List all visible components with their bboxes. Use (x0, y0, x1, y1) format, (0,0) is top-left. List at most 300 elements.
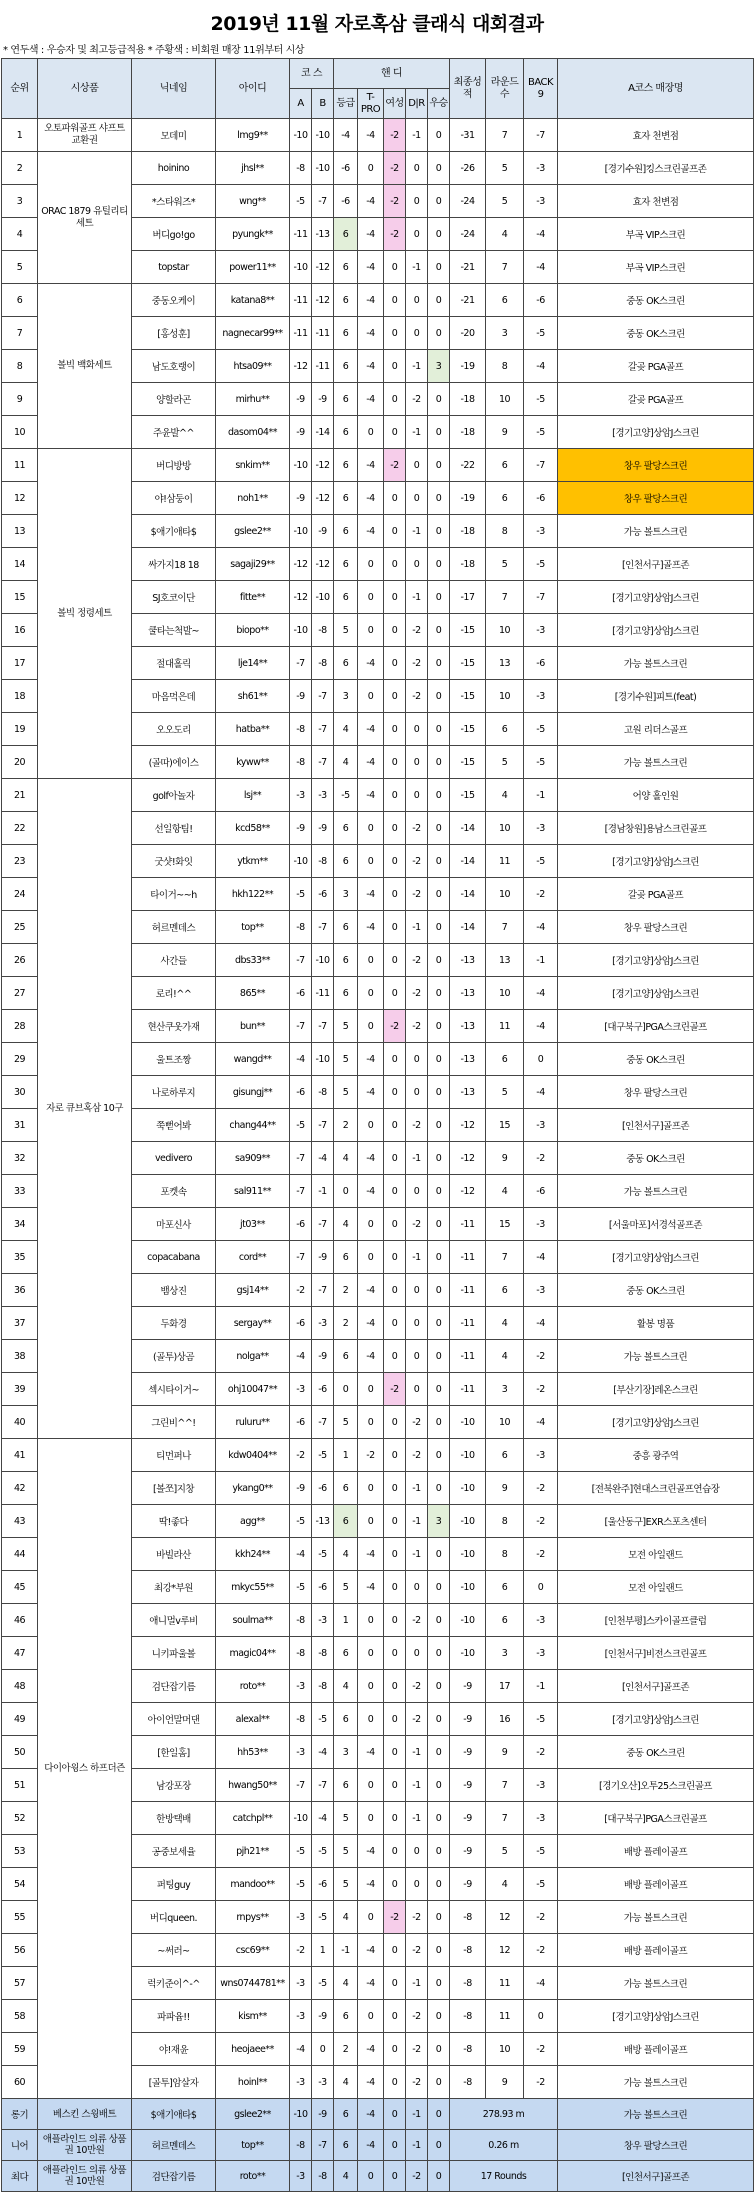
rank-cell: 16 (2, 614, 38, 647)
nick-cell: golf아놀자 (132, 779, 216, 812)
a-cell: -10 (290, 251, 312, 284)
grade-cell: 6 (334, 383, 358, 416)
col-dir: D|R (406, 89, 428, 119)
b-cell: -7 (312, 1109, 334, 1142)
female-cell: 0 (384, 2000, 406, 2033)
grade-cell: 6 (334, 515, 358, 548)
store-cell: [경기고양]상암J스크린 (558, 1703, 754, 1736)
dir-cell: 0 (406, 1637, 428, 1670)
id-cell: csc69** (216, 1934, 290, 1967)
final-cell: -20 (450, 317, 486, 350)
nick-cell: 니키파울볼 (132, 1637, 216, 1670)
store-cell: 배방 플레이골프 (558, 1835, 754, 1868)
rounds-cell: 9 (486, 416, 524, 449)
tpro-cell: 0 (358, 812, 384, 845)
award-female: 0 (384, 2130, 406, 2161)
nick-cell: 티먼퍼나 (132, 1439, 216, 1472)
female-cell: 0 (384, 482, 406, 515)
b-cell: -7 (312, 185, 334, 218)
a-cell: -3 (290, 2000, 312, 2033)
a-cell: -5 (290, 1109, 312, 1142)
grade-cell: 5 (334, 1802, 358, 1835)
female-cell: 0 (384, 1703, 406, 1736)
dir-cell: -2 (406, 1109, 428, 1142)
nick-cell: 바빌라산 (132, 1538, 216, 1571)
female-cell: 0 (384, 647, 406, 680)
id-cell: lmg9** (216, 119, 290, 152)
win-cell: 0 (428, 614, 450, 647)
female-cell: 0 (384, 911, 406, 944)
award-b: -7 (312, 2130, 334, 2161)
rounds-cell: 3 (486, 1373, 524, 1406)
rounds-cell: 15 (486, 1109, 524, 1142)
id-cell: nagnecar99** (216, 317, 290, 350)
id-cell: ruluru** (216, 1406, 290, 1439)
final-cell: -8 (450, 1967, 486, 2000)
back9-cell: -3 (524, 614, 558, 647)
female-cell: -2 (384, 152, 406, 185)
b-cell: -10 (312, 581, 334, 614)
final-cell: -8 (450, 1901, 486, 1934)
col-win: 우승 (428, 89, 450, 119)
a-cell: -5 (290, 185, 312, 218)
b-cell: -4 (312, 1802, 334, 1835)
tpro-cell: 0 (358, 1505, 384, 1538)
award-female: 0 (384, 2099, 406, 2130)
col-id: 아이디 (216, 59, 290, 119)
dir-cell: 0 (406, 449, 428, 482)
a-cell: -6 (290, 1406, 312, 1439)
id-cell: dasom04** (216, 416, 290, 449)
id-cell: 865** (216, 977, 290, 1010)
win-cell: 0 (428, 2000, 450, 2033)
dir-cell: 0 (406, 1076, 428, 1109)
rank-cell: 38 (2, 1340, 38, 1373)
nick-cell: 야!삼둥이 (132, 482, 216, 515)
store-cell: 중동 OK스크린 (558, 284, 754, 317)
rounds-cell: 10 (486, 2033, 524, 2066)
rounds-cell: 17 (486, 1670, 524, 1703)
final-cell: -10 (450, 1604, 486, 1637)
back9-cell: -5 (524, 416, 558, 449)
female-cell: -2 (384, 1010, 406, 1043)
dir-cell: -2 (406, 1703, 428, 1736)
win-cell: 0 (428, 1373, 450, 1406)
a-cell: -3 (290, 1901, 312, 1934)
a-cell: -7 (290, 647, 312, 680)
rank-cell: 39 (2, 1373, 38, 1406)
a-cell: -3 (290, 2066, 312, 2099)
grade-cell: 6 (334, 1703, 358, 1736)
store-cell: 창우 팔당스크린 (558, 449, 754, 482)
female-cell: 0 (384, 713, 406, 746)
tpro-cell: 0 (358, 845, 384, 878)
col-final: 최종성적 (450, 59, 486, 119)
final-cell: -8 (450, 2066, 486, 2099)
a-cell: -8 (290, 713, 312, 746)
female-cell: 0 (384, 977, 406, 1010)
award-grade: 6 (334, 2099, 358, 2130)
store-cell: 창우 팔당스크린 (558, 482, 754, 515)
id-cell: nolga** (216, 1340, 290, 1373)
female-cell: 0 (384, 1802, 406, 1835)
final-cell: -11 (450, 1208, 486, 1241)
final-cell: -14 (450, 845, 486, 878)
id-cell: gsj14** (216, 1274, 290, 1307)
id-cell: noh1** (216, 482, 290, 515)
rounds-cell: 7 (486, 1241, 524, 1274)
female-cell: -2 (384, 1373, 406, 1406)
rounds-cell: 6 (486, 284, 524, 317)
win-cell: 0 (428, 449, 450, 482)
rank-cell: 41 (2, 1439, 38, 1472)
id-cell: ohj10047** (216, 1373, 290, 1406)
nick-cell: *스타워즈* (132, 185, 216, 218)
b-cell: -6 (312, 1571, 334, 1604)
rank-cell: 1 (2, 119, 38, 152)
store-cell: 중동 OK스크린 (558, 1142, 754, 1175)
dir-cell: -1 (406, 1967, 428, 2000)
tpro-cell: -4 (358, 1274, 384, 1307)
b-cell: 1 (312, 1934, 334, 1967)
nick-cell: [골투]암살자 (132, 2066, 216, 2099)
id-cell: pjh21** (216, 1835, 290, 1868)
win-cell: 0 (428, 1439, 450, 1472)
b-cell: -11 (312, 977, 334, 1010)
back9-cell: -2 (524, 1901, 558, 1934)
a-cell: -7 (290, 1175, 312, 1208)
grade-cell: 6 (334, 911, 358, 944)
id-cell: jhsl** (216, 152, 290, 185)
final-cell: -13 (450, 1010, 486, 1043)
award-tpro: -4 (358, 2130, 384, 2161)
rounds-cell: 9 (486, 1472, 524, 1505)
rounds-cell: 5 (486, 1835, 524, 1868)
award-b: -8 (312, 2161, 334, 2192)
dir-cell: -1 (406, 515, 428, 548)
dir-cell: 0 (406, 284, 428, 317)
col-grade: 등급 (334, 89, 358, 119)
dir-cell: 0 (406, 1307, 428, 1340)
b-cell: -1 (312, 1175, 334, 1208)
tpro-cell: -4 (358, 1142, 384, 1175)
id-cell: soulma** (216, 1604, 290, 1637)
dir-cell: -2 (406, 2000, 428, 2033)
nick-cell: 모데미 (132, 119, 216, 152)
col-rank: 순위 (2, 59, 38, 119)
rank-cell: 4 (2, 218, 38, 251)
final-cell: -11 (450, 1373, 486, 1406)
id-cell: lsj** (216, 779, 290, 812)
female-cell: 0 (384, 614, 406, 647)
rounds-cell: 7 (486, 581, 524, 614)
rounds-cell: 10 (486, 680, 524, 713)
rounds-cell: 11 (486, 2000, 524, 2033)
nick-cell: 마음먹은데 (132, 680, 216, 713)
nick-cell: 애니멀v루비 (132, 1604, 216, 1637)
dir-cell: 0 (406, 1274, 428, 1307)
rounds-cell: 10 (486, 383, 524, 416)
id-cell: kdw0404** (216, 1439, 290, 1472)
award-win: 0 (428, 2161, 450, 2192)
nick-cell: 포켓속 (132, 1175, 216, 1208)
prize-cell: ORAC 1879 유틸리티 세트 (38, 152, 132, 284)
id-cell: htsa09** (216, 350, 290, 383)
id-cell: chang44** (216, 1109, 290, 1142)
win-cell: 0 (428, 1538, 450, 1571)
id-cell: magic04** (216, 1637, 290, 1670)
id-cell: jt03** (216, 1208, 290, 1241)
rounds-cell: 8 (486, 350, 524, 383)
tpro-cell: -4 (358, 911, 384, 944)
a-cell: -9 (290, 1472, 312, 1505)
id-cell: catchpl** (216, 1802, 290, 1835)
tpro-cell: -4 (358, 1835, 384, 1868)
store-cell: 효자 천변점 (558, 185, 754, 218)
b-cell: -10 (312, 152, 334, 185)
dir-cell: -2 (406, 812, 428, 845)
dir-cell: -2 (406, 647, 428, 680)
results-table (1, 58, 754, 2192)
award-win: 0 (428, 2130, 450, 2161)
a-cell: -3 (290, 1736, 312, 1769)
grade-cell: 6 (334, 1637, 358, 1670)
female-cell: -2 (384, 119, 406, 152)
a-cell: -12 (290, 548, 312, 581)
female-cell: 0 (384, 1274, 406, 1307)
tpro-cell: 0 (358, 1769, 384, 1802)
win-cell: 0 (428, 1109, 450, 1142)
final-cell: -15 (450, 680, 486, 713)
b-cell: -5 (312, 1538, 334, 1571)
award-prize: 베스킨 스윙배트 (38, 2099, 132, 2130)
award-a: -8 (290, 2130, 312, 2161)
b-cell: -13 (312, 1505, 334, 1538)
a-cell: -8 (290, 1703, 312, 1736)
back9-cell: -5 (524, 746, 558, 779)
nick-cell: 야!재윤 (132, 2033, 216, 2066)
b-cell: -9 (312, 383, 334, 416)
store-cell: 부곡 VIP스크린 (558, 218, 754, 251)
win-cell: 0 (428, 977, 450, 1010)
rounds-cell: 6 (486, 1604, 524, 1637)
tpro-cell: -4 (358, 218, 384, 251)
prize-cell: 자로 큐브혹삼 10구 (38, 779, 132, 1439)
b-cell: -9 (312, 812, 334, 845)
tpro-cell: -4 (358, 317, 384, 350)
grade-cell: 6 (334, 449, 358, 482)
back9-cell: -5 (524, 713, 558, 746)
grade-cell: 6 (334, 284, 358, 317)
award-grade: 4 (334, 2161, 358, 2192)
b-cell: -3 (312, 779, 334, 812)
back9-cell: -2 (524, 1505, 558, 1538)
grade-cell: 1 (334, 1439, 358, 1472)
rank-cell: 34 (2, 1208, 38, 1241)
female-cell: 0 (384, 1439, 406, 1472)
b-cell: -9 (312, 515, 334, 548)
dir-cell: 0 (406, 482, 428, 515)
tpro-cell: -4 (358, 746, 384, 779)
dir-cell: 0 (406, 152, 428, 185)
rounds-cell: 4 (486, 218, 524, 251)
back9-cell: -4 (524, 911, 558, 944)
final-cell: -15 (450, 713, 486, 746)
female-cell: 0 (384, 1538, 406, 1571)
dir-cell: -2 (406, 1604, 428, 1637)
store-cell: 배방 플레이골프 (558, 2033, 754, 2066)
award-result: 0.26 m (450, 2130, 558, 2161)
back9-cell: 0 (524, 1043, 558, 1076)
b-cell: -12 (312, 251, 334, 284)
col-nick: 닉네임 (132, 59, 216, 119)
dir-cell: 0 (406, 1043, 428, 1076)
award-tpro: 0 (358, 2161, 384, 2192)
a-cell: -6 (290, 1307, 312, 1340)
dir-cell: -2 (406, 977, 428, 1010)
grade-cell: 6 (334, 482, 358, 515)
tpro-cell: 0 (358, 680, 384, 713)
win-cell: 0 (428, 1802, 450, 1835)
grade-cell: 6 (334, 1505, 358, 1538)
b-cell: -7 (312, 911, 334, 944)
b-cell: -5 (312, 1901, 334, 1934)
win-cell: 0 (428, 713, 450, 746)
back9-cell: -2 (524, 2033, 558, 2066)
grade-cell: 2 (334, 1109, 358, 1142)
a-cell: -3 (290, 1967, 312, 2000)
b-cell: 0 (312, 2033, 334, 2066)
a-cell: -5 (290, 878, 312, 911)
tpro-cell: 0 (358, 1901, 384, 1934)
id-cell: kism** (216, 2000, 290, 2033)
tpro-cell: -4 (358, 383, 384, 416)
nick-cell: 굿샷!화잇 (132, 845, 216, 878)
final-cell: -15 (450, 779, 486, 812)
grade-cell: 3 (334, 878, 358, 911)
back9-cell: -2 (524, 1736, 558, 1769)
win-cell: 0 (428, 581, 450, 614)
nick-cell: 마포신사 (132, 1208, 216, 1241)
back9-cell: 0 (524, 2000, 558, 2033)
final-cell: -11 (450, 1274, 486, 1307)
final-cell: -18 (450, 416, 486, 449)
win-cell: 0 (428, 548, 450, 581)
rank-cell: 55 (2, 1901, 38, 1934)
dir-cell: 0 (406, 779, 428, 812)
dir-cell: -2 (406, 1406, 428, 1439)
id-cell: snkim** (216, 449, 290, 482)
id-cell: kcd58** (216, 812, 290, 845)
a-cell: -7 (290, 1241, 312, 1274)
female-cell: 0 (384, 1967, 406, 2000)
female-cell: 0 (384, 1406, 406, 1439)
award-store: [인천서구]골프존 (558, 2161, 754, 2192)
b-cell: -7 (312, 1010, 334, 1043)
store-cell: 가능 볼트스크린 (558, 647, 754, 680)
female-cell: 0 (384, 1934, 406, 1967)
win-cell: 0 (428, 1076, 450, 1109)
nick-cell: hoinino (132, 152, 216, 185)
grade-cell: -1 (334, 1934, 358, 1967)
back9-cell: -3 (524, 1109, 558, 1142)
tpro-cell: -4 (358, 713, 384, 746)
final-cell: -10 (450, 1505, 486, 1538)
back9-cell: -7 (524, 581, 558, 614)
store-cell: 창우 팔당스크린 (558, 1076, 754, 1109)
rank-cell: 6 (2, 284, 38, 317)
final-cell: -12 (450, 1142, 486, 1175)
b-cell: -10 (312, 119, 334, 152)
back9-cell: -6 (524, 482, 558, 515)
rounds-cell: 6 (486, 1274, 524, 1307)
final-cell: -11 (450, 1307, 486, 1340)
page-title: 2019년 11월 자로혹삼 클래식 대회결과 (210, 12, 544, 35)
grade-cell: 5 (334, 1868, 358, 1901)
rounds-cell: 6 (486, 449, 524, 482)
tpro-cell: 0 (358, 2000, 384, 2033)
award-dir: -2 (406, 2161, 428, 2192)
store-cell: [대구북구]PGA스크린골프 (558, 1010, 754, 1043)
grade-cell: 6 (334, 1340, 358, 1373)
prize-cell: 볼빅 백화세트 (38, 284, 132, 449)
rank-cell: 46 (2, 1604, 38, 1637)
final-cell: -13 (450, 944, 486, 977)
b-cell: -7 (312, 1274, 334, 1307)
dir-cell: 0 (406, 185, 428, 218)
tpro-cell: 0 (358, 977, 384, 1010)
rank-cell: 18 (2, 680, 38, 713)
a-cell: -7 (290, 1142, 312, 1175)
a-cell: -6 (290, 977, 312, 1010)
table-row (2, 152, 754, 185)
a-cell: -10 (290, 614, 312, 647)
b-cell: -6 (312, 1868, 334, 1901)
id-cell: gslee2** (216, 515, 290, 548)
win-cell: 0 (428, 218, 450, 251)
rounds-cell: 6 (486, 1571, 524, 1604)
tpro-cell: 0 (358, 1406, 384, 1439)
tpro-cell: 0 (358, 1670, 384, 1703)
b-cell: -12 (312, 548, 334, 581)
final-cell: -12 (450, 1175, 486, 1208)
a-cell: -8 (290, 746, 312, 779)
dir-cell: -2 (406, 1208, 428, 1241)
rounds-cell: 9 (486, 1736, 524, 1769)
col-handicap: 핸 디 (334, 59, 450, 89)
rank-cell: 13 (2, 515, 38, 548)
nick-cell: 섹시타이거~ (132, 1373, 216, 1406)
nick-cell: [한일홈] (132, 1736, 216, 1769)
female-cell: 0 (384, 350, 406, 383)
nick-cell: SJ호코이단 (132, 581, 216, 614)
store-cell: 부곡 VIP스크린 (558, 251, 754, 284)
final-cell: -21 (450, 251, 486, 284)
nick-cell: 쿨타는척발~ (132, 614, 216, 647)
id-cell: kyww** (216, 746, 290, 779)
grade-cell: -5 (334, 779, 358, 812)
female-cell: 0 (384, 746, 406, 779)
nick-cell: 쭉뻗어봐 (132, 1109, 216, 1142)
award-id: roto** (216, 2161, 290, 2192)
rank-cell: 24 (2, 878, 38, 911)
b-cell: -3 (312, 1307, 334, 1340)
grade-cell: 4 (334, 1208, 358, 1241)
id-cell: roto** (216, 1670, 290, 1703)
b-cell: -7 (312, 746, 334, 779)
award-nick: 허르멘데스 (132, 2130, 216, 2161)
store-cell: [경기고양]상암J스크린 (558, 944, 754, 977)
